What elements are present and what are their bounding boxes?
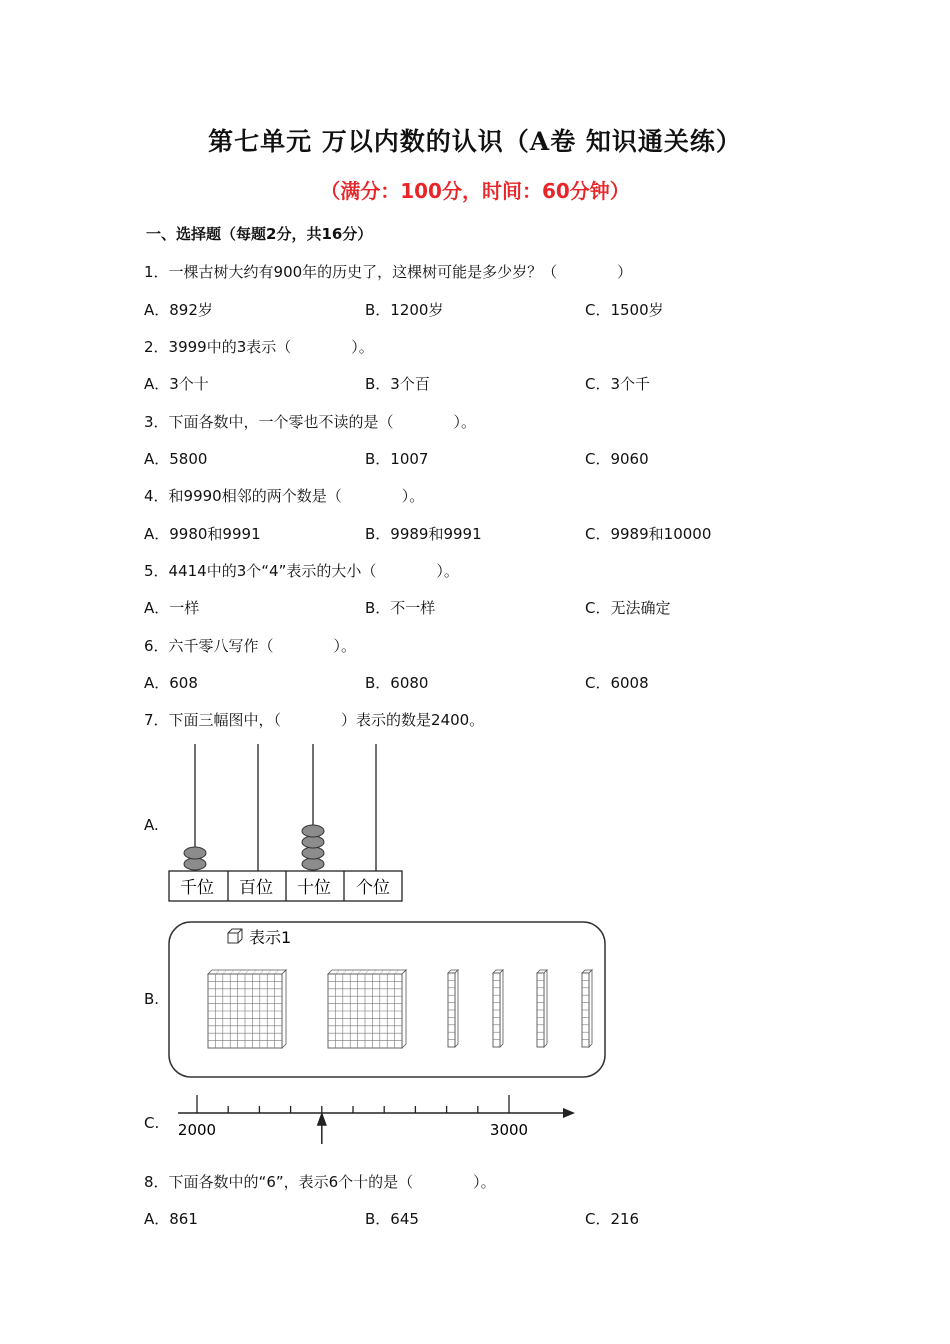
hundred-flat — [328, 970, 406, 1048]
q3-option-b: B．1007 — [365, 450, 429, 468]
q5-option-a: A．一样 — [144, 599, 200, 617]
pointer-arrowhead — [318, 1114, 326, 1125]
q7-label-c: C. — [144, 1114, 160, 1132]
question-7: 7．下面三幅图中，（ ）表示的数是2400。 — [144, 711, 485, 729]
number-line-ticks — [197, 1095, 509, 1113]
number-line-figure — [170, 1088, 585, 1148]
section-heading: 一、选择题（每题2分，共16分） — [146, 225, 373, 243]
abacus-rods — [195, 744, 376, 871]
cube-legend-label: 表示1 — [249, 928, 292, 947]
place-label-ones: 个位 — [356, 878, 390, 898]
tick-label-start: 2000 — [177, 1121, 217, 1139]
q2-option-a: A．3个十 — [144, 375, 209, 393]
q4-option-c: C．9989和10000 — [585, 525, 712, 543]
q1-option-b: B．1200岁 — [365, 301, 444, 319]
abacus-bead — [302, 825, 324, 837]
tick-label-end: 3000 — [489, 1121, 529, 1139]
question-4: 4．和9990相邻的两个数是（ ）。 — [144, 487, 425, 505]
q6-option-c: C．6008 — [585, 674, 649, 692]
abacus-figure — [160, 738, 410, 906]
q5-option-b: B．不一样 — [365, 599, 436, 617]
q7-label-b: B. — [144, 990, 160, 1008]
abacus-bead — [184, 858, 206, 870]
q2-option-c: C．3个千 — [585, 375, 651, 393]
question-5: 5．4414中的3个“4”表示的大小（ ）。 — [144, 562, 459, 580]
ten-rod — [493, 970, 503, 1047]
question-1: 1．一棵古树大约有900年的历史了，这棵树可能是多少岁？（ ） — [144, 263, 633, 281]
question-2: 2．3999中的3表示（ ）。 — [144, 338, 374, 356]
question-6: 6．六千零八写作（ ）。 — [144, 637, 357, 655]
place-label-thousands: 千位 — [180, 878, 214, 898]
q6-option-a: A．608 — [144, 674, 198, 692]
abacus-bead — [302, 847, 324, 859]
ten-rod — [537, 970, 547, 1047]
place-label-hundreds: 百位 — [239, 878, 273, 898]
number-line-pointer — [318, 1114, 326, 1144]
exam-info: （满分：100分，时间：60分钟） — [320, 179, 630, 203]
base-ten-blocks-figure — [165, 918, 610, 1082]
q8-option-c: C．216 — [585, 1210, 640, 1228]
hundred-flat — [208, 970, 286, 1048]
axis-arrowhead — [563, 1108, 575, 1118]
place-label-tens: 十位 — [297, 878, 331, 898]
q6-option-b: B．6080 — [365, 674, 429, 692]
question-3: 3．下面各数中，一个零也不读的是（ ）。 — [144, 413, 477, 431]
q4-option-a: A．9980和9991 — [144, 525, 261, 543]
q8-option-b: B．645 — [365, 1210, 419, 1228]
abacus-beads — [184, 825, 324, 870]
question-8: 8．下面各数中的“6”，表示6个十的是（ ）。 — [144, 1173, 496, 1191]
abacus-bead — [184, 847, 206, 859]
q5-option-c: C．无法确定 — [585, 599, 671, 617]
q1-option-c: C．1500岁 — [585, 301, 664, 319]
abacus-bead — [302, 858, 324, 870]
q3-option-c: C．9060 — [585, 450, 649, 468]
ten-rod — [448, 970, 458, 1047]
q8-option-a: A．861 — [144, 1210, 198, 1228]
ten-rod — [582, 970, 592, 1047]
abacus-bead — [302, 836, 324, 848]
q7-label-a: A. — [144, 816, 159, 834]
q1-option-a: A．892岁 — [144, 301, 213, 319]
q3-option-a: A．5800 — [144, 450, 208, 468]
q4-option-b: B．9989和9991 — [365, 525, 482, 543]
page-title: 第七单元 万以内数的认识（A卷 知识通关练） — [208, 127, 742, 156]
q2-option-b: B．3个百 — [365, 375, 430, 393]
